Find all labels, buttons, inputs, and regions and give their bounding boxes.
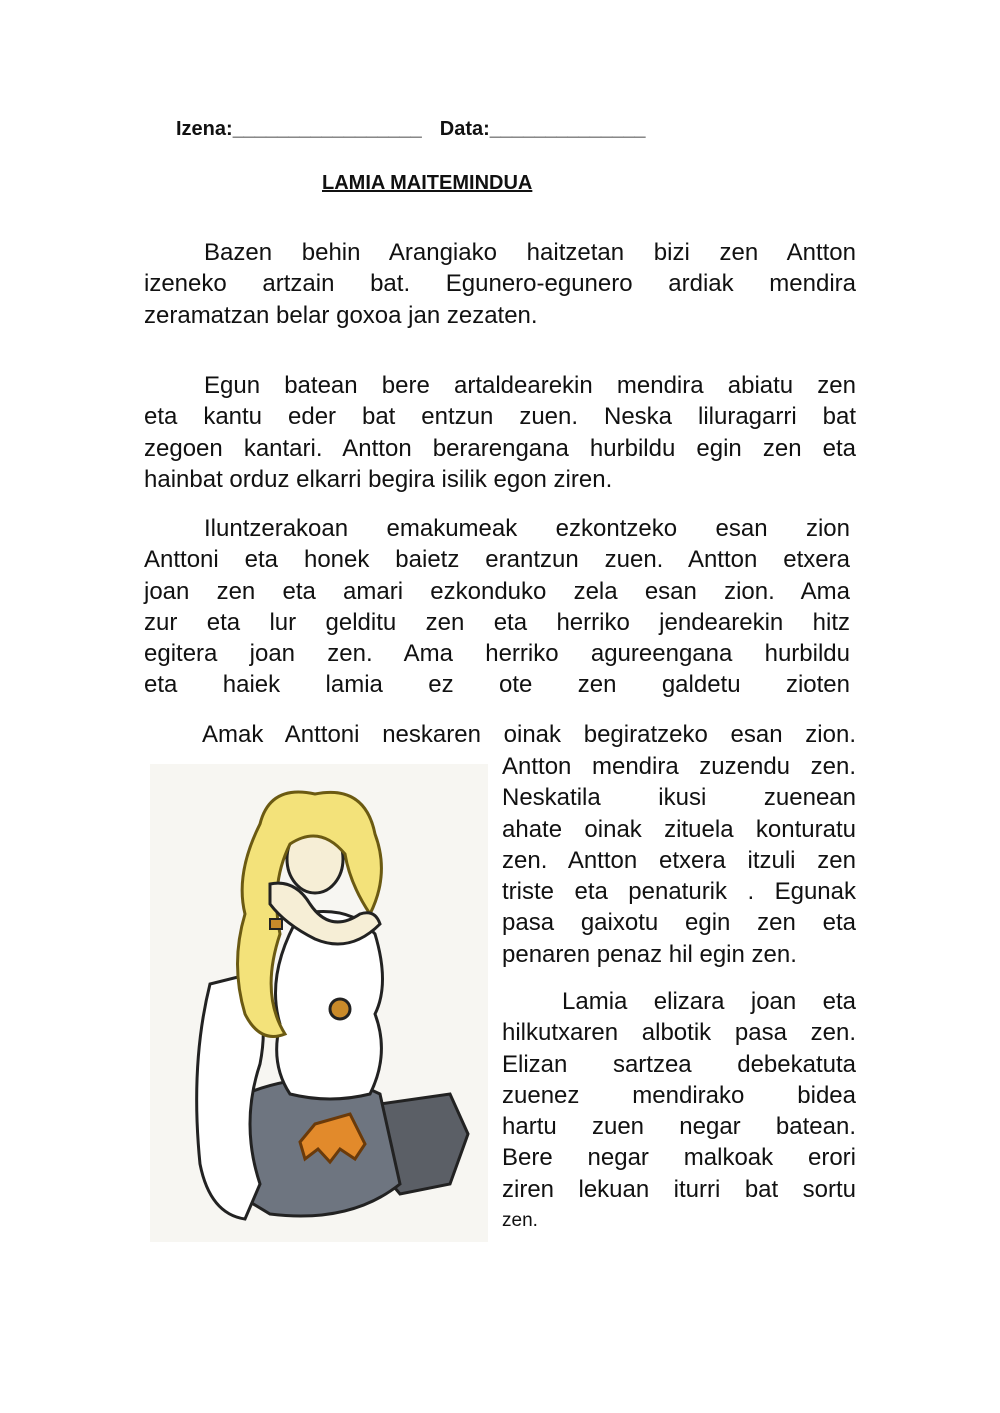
paragraph-3 [144,513,850,701]
text-line: zen. [502,1210,538,1232]
paragraph-4-first-line [202,719,856,750]
text-line: triste eta penaturik . Egunak [502,878,856,906]
text-line: Amak Anttoni neskaren oinak begiratzeko esan zion. [202,721,856,748]
text-line: penaren penaz hil egin zen. [502,940,797,968]
text-line: Bere negar malkoak erori [502,1144,856,1172]
text-line: zegoen kantari. Antton berarengana hurbildu egin zen eta [144,434,856,462]
bracelet-shape [270,919,282,929]
text-line: hainbat orduz elkarri begira isilik egon ziren. [144,465,613,493]
text-line: Iluntzerakoan emakumeak ezkontzeko esan zion [204,515,850,542]
page-title: LAMIA MAITEMINDUA [322,172,533,194]
text-line: pasa gaixotu egin zen eta [502,909,856,937]
paragraph-1 [144,237,856,331]
header-line [176,118,646,141]
text-line: egitera joan zen. Ama herriko agureengana hurbildu [144,640,850,668]
date-blank[interactable]: ______________ [489,118,646,140]
text-line: Lamia elizara joan eta [562,988,856,1015]
text-line: Elizan sartzea debekatuta [502,1050,856,1078]
text-line: Antton mendira zuzendu zen. [502,753,856,780]
lamia-illustration-icon [150,764,488,1242]
text-line: eta haiek lamia ez ote zen galdetu zioten [144,671,850,699]
text-line: zuenez mendirako bidea [502,1081,856,1109]
text-line: hartu zuen negar batean. [502,1113,856,1141]
belt-buckle [330,999,350,1019]
paragraph-2 [144,370,856,495]
text-line: joan zen eta amari ezkonduko zela esan zion. Ama [144,577,850,605]
paragraph-5 [502,986,856,1236]
text-line: zen. Antton etxera itzuli zen [502,846,856,874]
name-label: Izena: [176,118,233,140]
text-line: hilkutxaren albotik pasa zen. [502,1019,856,1047]
name-blank[interactable]: _________________ [232,118,422,140]
text-line: izeneko artzain bat. Egunero-egunero ardiak mendira [144,270,856,298]
text-line: Bazen behin Arangiako haitzetan bizi zen Antton [204,239,856,266]
date-label: Data: [439,118,490,140]
text-line: zur eta lur gelditu zen eta herriko jendearekin hitz [144,608,850,636]
text-line: Anttoni eta honek baietz erantzun zuen. Antton etxera [144,546,850,574]
text-line: Neskatila ikusi zuenean [502,784,856,812]
paragraph-4 [502,751,856,970]
text-line: ziren lekuan iturri bat sortu [502,1175,856,1203]
text-line: zeramatzan belar goxoa jan zezaten. [144,301,538,329]
text-line: Egun batean bere artaldearekin mendira abiatu zen [204,372,856,399]
text-line: ahate oinak zituela konturatu [502,815,856,843]
text-line: eta kantu eder bat entzun zuen. Neska liluragarri bat [144,403,856,431]
